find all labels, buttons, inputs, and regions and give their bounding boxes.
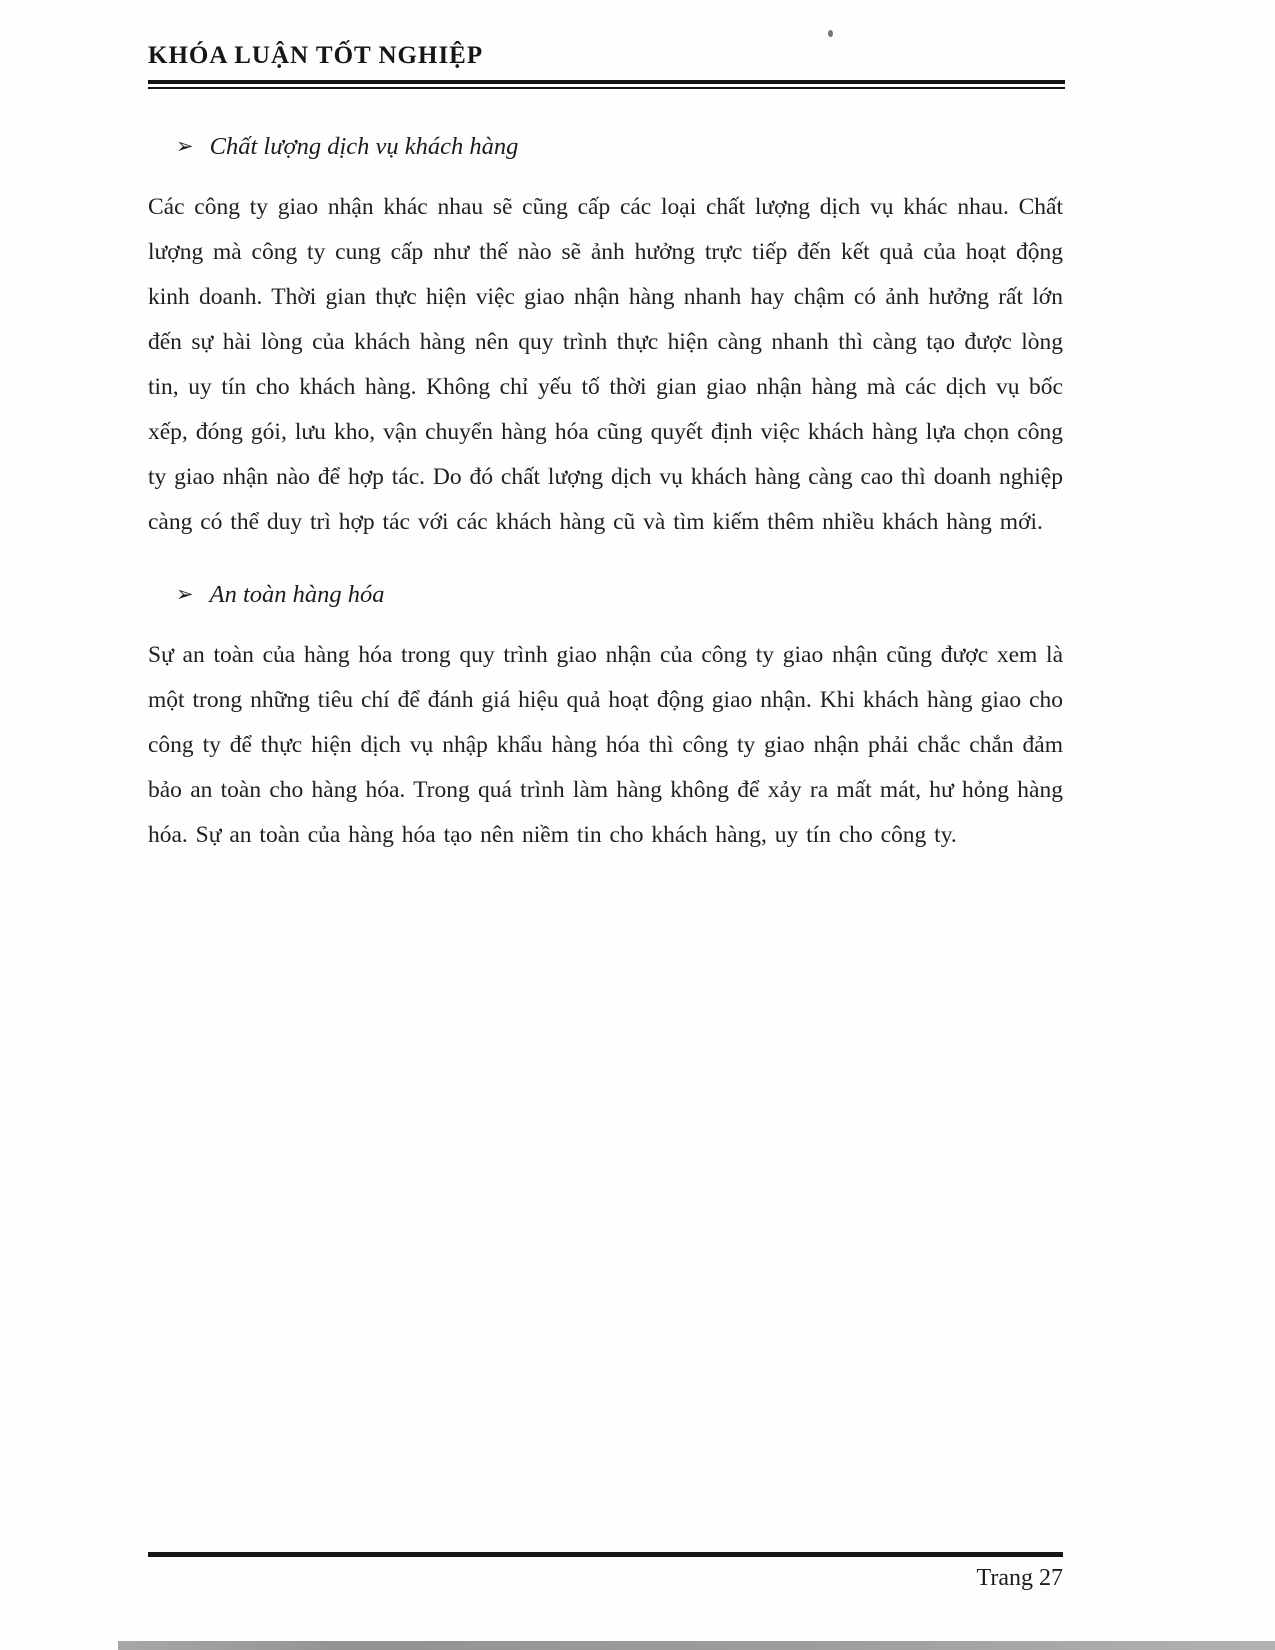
- page-header-title: KHÓA LUẬN TỐT NGHIỆP: [148, 42, 484, 69]
- section-paragraph: Sự an toàn của hàng hóa trong quy trình giao nhận của công ty giao nhận cũng được xem là một trong những tiêu chí để đánh giá hiệu quả hoạt động giao nhận. Khi khách hàng giao cho công ty để thực hiện dịch vụ nhập khẩu hàng hóa thì công ty giao nhận phải chắc chắn đảm bảo an toàn cho hàng hóa. Trong quá trình làm hàng không để xảy ra mất mát, hư hỏng hàng hóa. Sự an toàn của hàng hóa tạo nên niềm tin cho khách hàng, uy tín cho công ty.: [148, 642, 1063, 848]
- arrow-bullet-icon: ➢: [176, 582, 194, 606]
- section-heading-row: [176, 581, 1063, 609]
- section-paragraph: Các công ty giao nhận khác nhau sẽ cũng cấp các loại chất lượng dịch vụ khác nhau. Chất lượng mà công ty cung cấp như thế nào sẽ ảnh hưởng trực tiếp đến kết quả của hoạt động kinh doanh. Thời gian thực hiện việc giao nhận hàng nhanh hay chậm có ảnh hưởng rất lớn đến sự hài lòng của khách hàng nên quy trình thực hiện càng nhanh thì càng tạo được lòng tin, uy tín cho khách hàng. Không chỉ yếu tố thời gian giao nhận hàng mà các dịch vụ bốc xếp, đóng gói, lưu kho, vận chuyển hàng hóa cũng quyết định việc khách hàng lựa chọn công ty giao nhận nào để hợp tác. Do đó chất lượng dịch vụ khách hàng càng cao thì doanh nghiệp càng có thể duy trì hợp tác với các khách hàng cũ và tìm kiếm thêm nhiều khách hàng mới.: [148, 194, 1063, 535]
- document-header: [148, 0, 1063, 89]
- section-service-quality: [148, 133, 1063, 545]
- footer-rule: [148, 1552, 1063, 1557]
- document-body: [148, 133, 1063, 858]
- page-number: Trang 27: [976, 1565, 1063, 1591]
- arrow-bullet-icon: ➢: [176, 134, 194, 158]
- scan-bottom-edge: [118, 1641, 1275, 1650]
- header-double-rule: [148, 80, 1065, 89]
- section-heading: Chất lượng dịch vụ khách hàng: [209, 133, 519, 160]
- section-cargo-safety: [148, 581, 1063, 858]
- page-content-area: [148, 0, 1063, 858]
- section-heading-row: [176, 133, 1063, 161]
- document-footer: [148, 1552, 1063, 1592]
- section-heading: An toàn hàng hóa: [209, 581, 385, 608]
